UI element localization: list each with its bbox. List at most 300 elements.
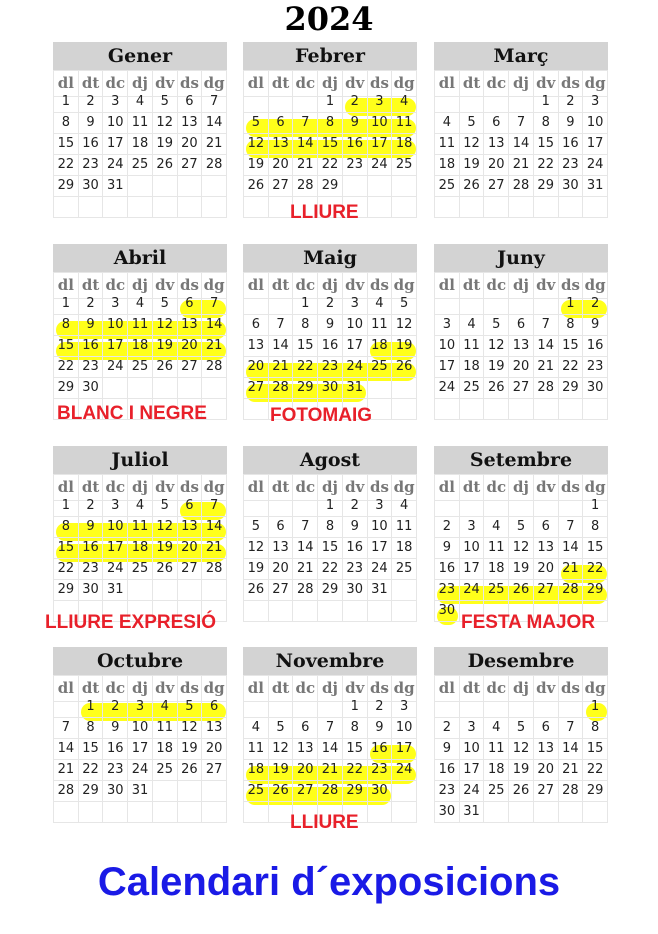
empty-cell xyxy=(583,197,608,218)
day-cell: 9 xyxy=(368,718,393,739)
day-cell: 24 xyxy=(103,357,128,378)
empty-cell xyxy=(392,802,417,823)
day-cell: 27 xyxy=(269,176,294,197)
day-cell: 21 xyxy=(202,538,227,559)
empty-cell xyxy=(202,197,227,218)
empty-cell xyxy=(244,399,269,420)
day-cell: 30 xyxy=(318,378,343,399)
day-cell: 3 xyxy=(583,92,608,113)
weekday-header: ds xyxy=(368,273,393,299)
empty-cell xyxy=(318,601,343,622)
weekday-header: dc xyxy=(103,71,128,97)
month-9 xyxy=(53,647,227,823)
day-cell: 16 xyxy=(343,538,368,559)
day-cell: 19 xyxy=(269,760,294,781)
weekday-header: dj xyxy=(128,676,153,702)
month-name: Juliol xyxy=(53,446,227,474)
day-cell: 18 xyxy=(460,357,485,378)
day-cell: 24 xyxy=(583,155,608,176)
day-cell: 10 xyxy=(103,517,128,538)
empty-cell xyxy=(153,802,178,823)
weekday-header: dl xyxy=(244,676,269,702)
calendar-year: 2024 xyxy=(284,0,374,38)
day-cell: 15 xyxy=(293,336,318,357)
empty-cell xyxy=(392,197,417,218)
weekday-header: ds xyxy=(559,676,584,702)
day-cell: 22 xyxy=(559,357,584,378)
weekday-header: dc xyxy=(293,475,318,501)
month-name: Octubre xyxy=(53,647,227,675)
day-cell: 14 xyxy=(509,134,534,155)
weekday-header: dg xyxy=(202,676,227,702)
empty-cell xyxy=(54,697,79,718)
day-cell: 6 xyxy=(178,92,203,113)
day-cell: 20 xyxy=(534,559,559,580)
month-1 xyxy=(243,42,417,218)
day-cell: 8 xyxy=(583,517,608,538)
day-cell: 21 xyxy=(318,760,343,781)
day-cell: 16 xyxy=(79,134,104,155)
day-cell: 10 xyxy=(460,538,485,559)
empty-cell xyxy=(202,802,227,823)
weekday-header: ds xyxy=(368,475,393,501)
day-cell: 29 xyxy=(583,781,608,802)
empty-cell xyxy=(293,496,318,517)
day-cell: 13 xyxy=(484,134,509,155)
day-cell: 3 xyxy=(103,496,128,517)
day-cell: 14 xyxy=(202,113,227,134)
empty-cell xyxy=(534,697,559,718)
day-cell: 10 xyxy=(343,315,368,336)
empty-cell xyxy=(244,294,269,315)
day-cell: 6 xyxy=(484,113,509,134)
day-cell: 29 xyxy=(343,781,368,802)
day-cell: 6 xyxy=(269,113,294,134)
day-cell: 8 xyxy=(54,315,79,336)
weekday-header: dg xyxy=(392,676,417,702)
day-cell: 17 xyxy=(103,336,128,357)
empty-cell xyxy=(79,802,104,823)
day-cell: 31 xyxy=(343,378,368,399)
day-cell: 25 xyxy=(244,781,269,802)
empty-cell xyxy=(460,197,485,218)
day-cell: 19 xyxy=(484,357,509,378)
day-cell: 27 xyxy=(484,176,509,197)
month-grid xyxy=(53,70,227,218)
day-cell: 16 xyxy=(559,134,584,155)
day-cell: 31 xyxy=(103,580,128,601)
day-cell: 11 xyxy=(392,113,417,134)
month-11 xyxy=(434,647,608,823)
day-cell: 13 xyxy=(269,134,294,155)
day-cell: 4 xyxy=(128,496,153,517)
day-cell: 1 xyxy=(293,294,318,315)
day-cell: 12 xyxy=(178,718,203,739)
day-cell: 4 xyxy=(368,294,393,315)
empty-cell xyxy=(318,697,343,718)
weekday-header: dc xyxy=(293,273,318,299)
empty-cell xyxy=(293,601,318,622)
empty-cell xyxy=(392,176,417,197)
empty-cell xyxy=(435,697,460,718)
empty-cell xyxy=(534,496,559,517)
day-cell: 23 xyxy=(435,580,460,601)
day-cell: 24 xyxy=(392,760,417,781)
empty-cell xyxy=(435,496,460,517)
empty-cell xyxy=(509,697,534,718)
day-cell: 25 xyxy=(128,559,153,580)
day-cell: 23 xyxy=(583,357,608,378)
day-cell: 12 xyxy=(153,315,178,336)
empty-cell xyxy=(559,802,584,823)
weekday-header: dj xyxy=(318,475,343,501)
weekday-header: dj xyxy=(318,71,343,97)
empty-cell xyxy=(368,378,393,399)
empty-cell xyxy=(103,802,128,823)
weekday-header: dl xyxy=(244,273,269,299)
day-cell: 12 xyxy=(269,739,294,760)
day-cell: 31 xyxy=(103,176,128,197)
weekday-header: dl xyxy=(54,475,79,501)
day-cell: 27 xyxy=(534,781,559,802)
day-cell: 19 xyxy=(244,155,269,176)
weekday-header: dj xyxy=(318,676,343,702)
day-cell: 21 xyxy=(534,357,559,378)
day-cell: 7 xyxy=(202,496,227,517)
day-cell: 5 xyxy=(153,294,178,315)
day-cell: 5 xyxy=(153,92,178,113)
empty-cell xyxy=(559,496,584,517)
empty-cell xyxy=(178,580,203,601)
empty-cell xyxy=(103,197,128,218)
day-cell: 20 xyxy=(534,760,559,781)
day-cell: 24 xyxy=(460,580,485,601)
day-cell: 12 xyxy=(392,315,417,336)
empty-cell xyxy=(269,92,294,113)
day-cell: 6 xyxy=(178,294,203,315)
day-cell: 14 xyxy=(293,538,318,559)
weekday-header: dv xyxy=(153,71,178,97)
month-name: Abril xyxy=(53,244,227,272)
day-cell: 5 xyxy=(460,113,485,134)
day-cell: 14 xyxy=(202,517,227,538)
day-cell: 12 xyxy=(153,517,178,538)
day-cell: 22 xyxy=(318,559,343,580)
day-cell: 14 xyxy=(269,336,294,357)
day-cell: 29 xyxy=(293,378,318,399)
day-cell: 22 xyxy=(54,559,79,580)
day-cell: 12 xyxy=(509,538,534,559)
day-cell: 4 xyxy=(392,496,417,517)
empty-cell xyxy=(484,294,509,315)
empty-cell xyxy=(293,92,318,113)
day-cell: 20 xyxy=(269,559,294,580)
day-cell: 19 xyxy=(509,559,534,580)
day-cell: 2 xyxy=(343,92,368,113)
day-cell: 13 xyxy=(269,538,294,559)
day-cell: 3 xyxy=(103,294,128,315)
day-cell: 19 xyxy=(509,760,534,781)
weekday-header: dv xyxy=(153,273,178,299)
day-cell: 6 xyxy=(244,315,269,336)
empty-cell xyxy=(202,781,227,802)
day-cell: 7 xyxy=(293,113,318,134)
day-cell: 4 xyxy=(392,92,417,113)
day-cell: 24 xyxy=(128,760,153,781)
weekday-header: dc xyxy=(484,273,509,299)
day-cell: 2 xyxy=(583,294,608,315)
day-cell: 15 xyxy=(559,336,584,357)
day-cell: 24 xyxy=(343,357,368,378)
empty-cell xyxy=(559,197,584,218)
day-cell: 1 xyxy=(534,92,559,113)
day-cell: 27 xyxy=(534,580,559,601)
empty-cell xyxy=(368,197,393,218)
empty-cell xyxy=(54,197,79,218)
label-maig: FOTOMAIG xyxy=(270,405,373,426)
day-cell: 28 xyxy=(202,559,227,580)
day-cell: 17 xyxy=(583,134,608,155)
day-cell: 15 xyxy=(54,538,79,559)
empty-cell xyxy=(559,399,584,420)
day-cell: 1 xyxy=(79,697,104,718)
empty-cell xyxy=(509,294,534,315)
day-cell: 2 xyxy=(103,697,128,718)
day-cell: 19 xyxy=(244,559,269,580)
month-name: Agost xyxy=(243,446,417,474)
weekday-header: dl xyxy=(435,273,460,299)
day-cell: 2 xyxy=(79,92,104,113)
month-5 xyxy=(434,244,608,420)
empty-cell xyxy=(559,697,584,718)
empty-cell xyxy=(343,176,368,197)
day-cell: 21 xyxy=(202,134,227,155)
empty-cell xyxy=(368,802,393,823)
weekday-header: dg xyxy=(392,273,417,299)
month-name: Novembre xyxy=(243,647,417,675)
weekday-header: dt xyxy=(79,273,104,299)
weekday-header: dv xyxy=(343,676,368,702)
weekday-header: ds xyxy=(178,71,203,97)
weekday-header: dl xyxy=(435,475,460,501)
month-name: Febrer xyxy=(243,42,417,70)
day-cell: 22 xyxy=(79,760,104,781)
day-cell: 12 xyxy=(460,134,485,155)
day-cell: 18 xyxy=(484,760,509,781)
day-cell: 8 xyxy=(318,517,343,538)
weekday-header: dt xyxy=(79,676,104,702)
day-cell: 17 xyxy=(460,559,485,580)
day-cell: 12 xyxy=(484,336,509,357)
weekday-header: dg xyxy=(392,71,417,97)
day-cell: 9 xyxy=(343,113,368,134)
month-grid xyxy=(434,474,608,622)
day-cell: 6 xyxy=(534,517,559,538)
day-cell: 6 xyxy=(269,517,294,538)
month-name: Juny xyxy=(434,244,608,272)
day-cell: 11 xyxy=(128,517,153,538)
month-name: Març xyxy=(434,42,608,70)
empty-cell xyxy=(392,601,417,622)
weekday-header: dg xyxy=(583,273,608,299)
day-cell: 16 xyxy=(435,559,460,580)
month-grid xyxy=(243,70,417,218)
day-cell: 14 xyxy=(54,739,79,760)
day-cell: 17 xyxy=(103,538,128,559)
empty-cell xyxy=(153,378,178,399)
weekday-header: ds xyxy=(178,676,203,702)
empty-cell xyxy=(435,399,460,420)
day-cell: 23 xyxy=(368,760,393,781)
day-cell: 30 xyxy=(79,176,104,197)
day-cell: 10 xyxy=(103,113,128,134)
day-cell: 23 xyxy=(79,155,104,176)
month-4 xyxy=(243,244,417,420)
day-cell: 18 xyxy=(128,538,153,559)
empty-cell xyxy=(178,378,203,399)
day-cell: 7 xyxy=(318,718,343,739)
day-cell: 25 xyxy=(368,357,393,378)
day-cell: 8 xyxy=(54,517,79,538)
day-cell: 22 xyxy=(293,357,318,378)
empty-cell xyxy=(484,197,509,218)
day-cell: 5 xyxy=(392,294,417,315)
day-cell: 2 xyxy=(559,92,584,113)
empty-cell xyxy=(202,378,227,399)
day-cell: 9 xyxy=(343,517,368,538)
weekday-header: dc xyxy=(103,475,128,501)
empty-cell xyxy=(509,92,534,113)
day-cell: 10 xyxy=(103,315,128,336)
day-cell: 10 xyxy=(583,113,608,134)
day-cell: 18 xyxy=(435,155,460,176)
day-cell: 28 xyxy=(559,781,584,802)
day-cell: 8 xyxy=(583,718,608,739)
day-cell: 2 xyxy=(435,718,460,739)
day-cell: 21 xyxy=(293,559,318,580)
day-cell: 16 xyxy=(79,336,104,357)
empty-cell xyxy=(484,802,509,823)
day-cell: 2 xyxy=(343,496,368,517)
weekday-header: dv xyxy=(153,475,178,501)
empty-cell xyxy=(435,197,460,218)
empty-cell xyxy=(244,496,269,517)
day-cell: 4 xyxy=(128,294,153,315)
day-cell: 14 xyxy=(293,134,318,155)
day-cell: 21 xyxy=(269,357,294,378)
day-cell: 7 xyxy=(509,113,534,134)
empty-cell xyxy=(244,197,269,218)
day-cell: 30 xyxy=(343,580,368,601)
day-cell: 7 xyxy=(534,315,559,336)
weekday-header: dj xyxy=(128,71,153,97)
weekday-header: ds xyxy=(178,475,203,501)
day-cell: 26 xyxy=(244,176,269,197)
empty-cell xyxy=(128,580,153,601)
empty-cell xyxy=(368,601,393,622)
day-cell: 15 xyxy=(79,739,104,760)
day-cell: 10 xyxy=(460,739,485,760)
day-cell: 8 xyxy=(79,718,104,739)
day-cell: 31 xyxy=(128,781,153,802)
day-cell: 29 xyxy=(318,580,343,601)
day-cell: 24 xyxy=(435,378,460,399)
day-cell: 8 xyxy=(534,113,559,134)
day-cell: 9 xyxy=(79,113,104,134)
weekday-header: ds xyxy=(368,71,393,97)
day-cell: 11 xyxy=(484,739,509,760)
empty-cell xyxy=(269,601,294,622)
day-cell: 3 xyxy=(343,294,368,315)
day-cell: 3 xyxy=(435,315,460,336)
day-cell: 25 xyxy=(460,378,485,399)
empty-cell xyxy=(153,176,178,197)
day-cell: 3 xyxy=(460,517,485,538)
day-cell: 22 xyxy=(54,155,79,176)
day-cell: 2 xyxy=(79,294,104,315)
weekday-header: dg xyxy=(583,676,608,702)
day-cell: 25 xyxy=(128,357,153,378)
empty-cell xyxy=(293,697,318,718)
empty-cell xyxy=(178,197,203,218)
day-cell: 23 xyxy=(79,357,104,378)
weekday-header: dl xyxy=(54,676,79,702)
weekday-header: dv xyxy=(534,676,559,702)
month-name: Maig xyxy=(243,244,417,272)
day-cell: 6 xyxy=(293,718,318,739)
weekday-header: dj xyxy=(509,273,534,299)
empty-cell xyxy=(153,580,178,601)
day-cell: 20 xyxy=(293,760,318,781)
empty-cell xyxy=(269,697,294,718)
day-cell: 17 xyxy=(368,134,393,155)
day-cell: 23 xyxy=(103,760,128,781)
empty-cell xyxy=(244,601,269,622)
empty-cell xyxy=(79,197,104,218)
day-cell: 22 xyxy=(583,760,608,781)
day-cell: 2 xyxy=(368,697,393,718)
weekday-header: dj xyxy=(509,475,534,501)
day-cell: 23 xyxy=(318,357,343,378)
day-cell: 26 xyxy=(484,378,509,399)
weekday-header: dg xyxy=(583,71,608,97)
empty-cell xyxy=(202,176,227,197)
weekday-header: dv xyxy=(343,273,368,299)
label-setembre: FESTA MAJOR xyxy=(461,612,596,633)
day-cell: 11 xyxy=(244,739,269,760)
weekday-header: dv xyxy=(343,475,368,501)
weekday-header: dv xyxy=(153,676,178,702)
day-cell: 31 xyxy=(460,802,485,823)
weekday-header: dt xyxy=(269,475,294,501)
day-cell: 21 xyxy=(293,155,318,176)
empty-cell xyxy=(343,601,368,622)
empty-cell xyxy=(534,197,559,218)
day-cell: 28 xyxy=(269,378,294,399)
month-7 xyxy=(243,446,417,622)
day-cell: 13 xyxy=(509,336,534,357)
weekday-header: dj xyxy=(128,273,153,299)
weekday-header: dt xyxy=(460,71,485,97)
day-cell: 31 xyxy=(583,176,608,197)
day-cell: 15 xyxy=(583,538,608,559)
weekday-header: dj xyxy=(509,676,534,702)
day-cell: 9 xyxy=(583,315,608,336)
day-cell: 20 xyxy=(244,357,269,378)
empty-cell xyxy=(103,378,128,399)
weekday-header: dc xyxy=(484,71,509,97)
day-cell: 13 xyxy=(178,113,203,134)
